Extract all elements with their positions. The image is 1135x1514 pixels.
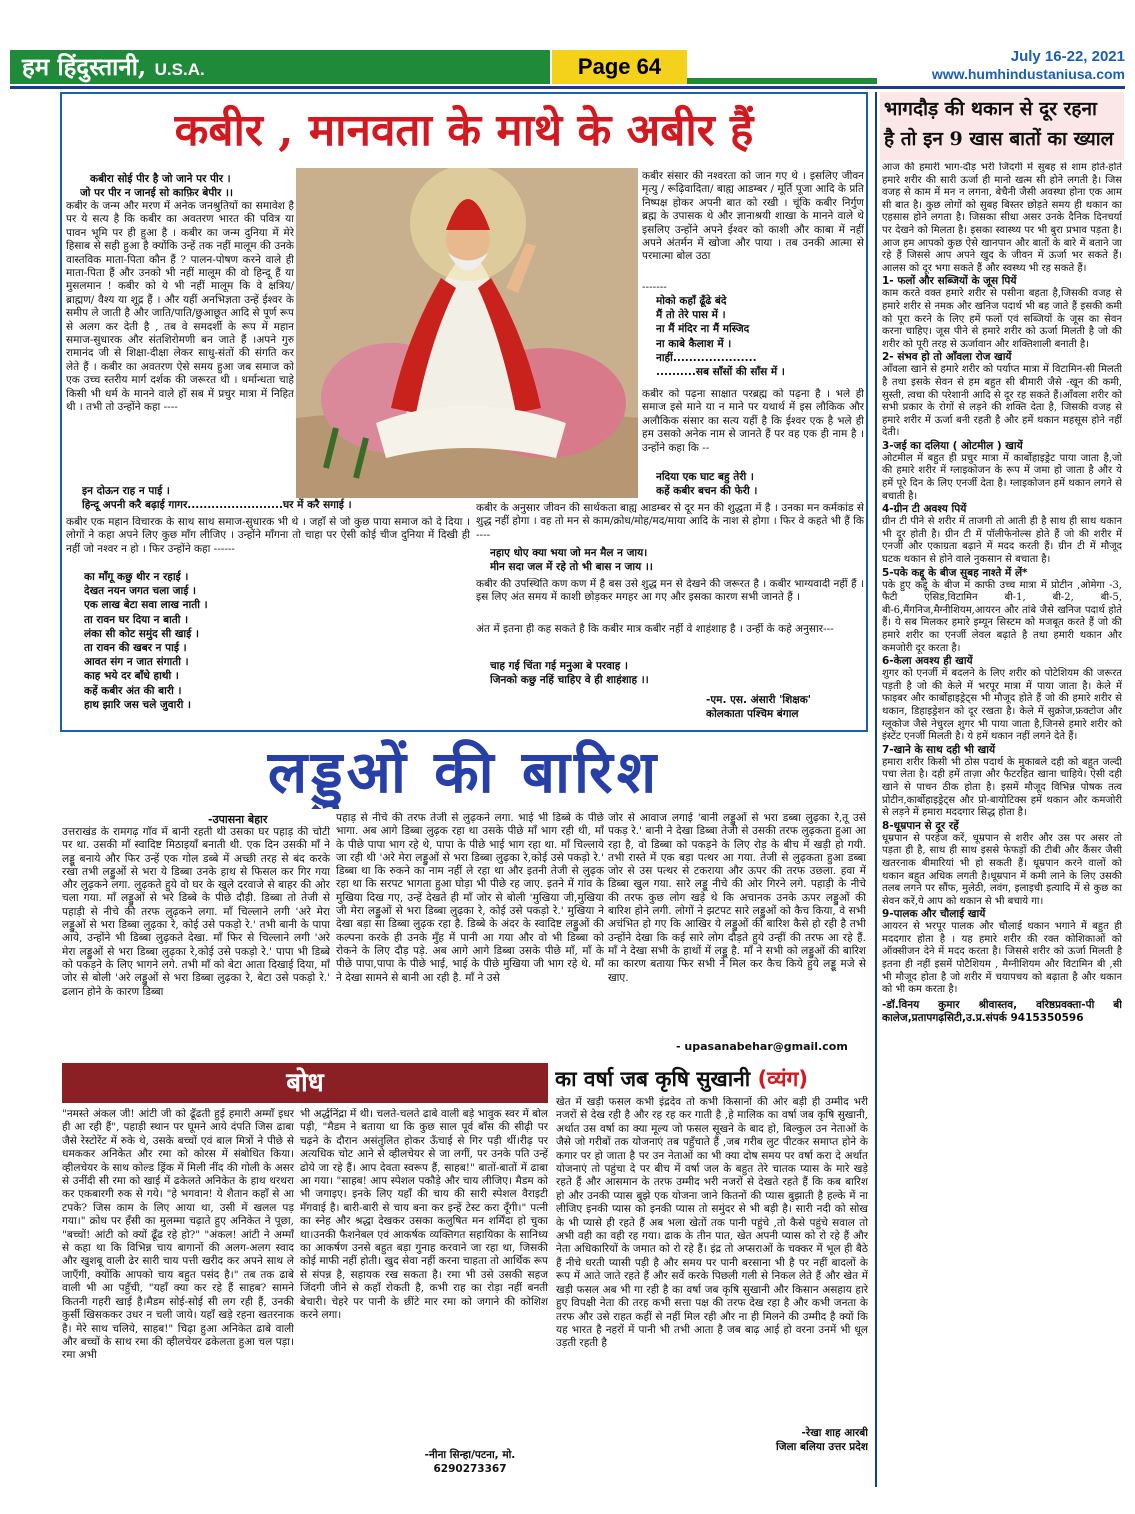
health-signature: -डॉ.विनय कुमार श्रीवास्तव, वरिष्ठप्रवक्ता-पी बी कालेज,प्रतापगढ़सिटी,उ.प्र.संपर्क 9415350596 bbox=[882, 998, 1122, 1024]
verse-line: जिनको कछु नहिं चाहिए वे ही शाहंशाह ।। bbox=[490, 674, 649, 687]
website-link[interactable]: www.humhindustaniusa.com bbox=[931, 66, 1125, 82]
verse-line: चाह गई चिंता गई मनुआ बे परवाह । bbox=[490, 660, 628, 672]
bodh-column-2: भी अर्द्धनिंद्रा में थी। चलते-चलते ढाबे वाली बड़े भावुक स्वर में बोल पड़ी, "मैडम ने बताया था कि कुछ साल पूर्व बाँस की सीढ़ी पर चढ़ने के दौरान असंतुलित होकर ऊँचाई से गिर पड़ी थीं।रीढ़ पर अत्यधिक चोट आने से व्हीलचेयर से जा लगीं, पर उनके पति उन्हें ढोये जा रहे हैं। आप देवता स्वरूप हैं, साहब!" बातों-बातों में ढाबा आ गया। "साहब! आप स्पेशल पकौड़े और चाय लीजिए। मैडम को भी जगाइए। इनके लिए यहाँ की चाय की सारी स्पेशल वैराइटी मँगवाई है। बारी-बारी से चाय बना कर इन्हें टेस्ट करा दूँगी।" पत्नी का स्नेह और श्रद्धा देखकर उसका कलुषित मन शर्मिंदा हो चुका था।उनकी फैशनेबल एवं आकर्षक व्यक्तिगत सहायिका के सानिध्य का आकर्षण उनसे बहुत बड़ा गुनाह करवाने जा रहा था, जिसकी कोई माफी नहीं होती। खुद सेवा नहीं करना चाहता तो आर्थिक रूप से संपन्न है, सहायक रख सकता है। रमा भी उसे उसकी सहज जिंदगी जीने से कहाँ रोकती है, कभी राह का रोड़ा नहीं बनती बेचारी। चेहरे पर पानी के छींटे मार रमा को जगाने की कोशिश करने लगा। bbox=[300, 1108, 548, 1322]
verse-line: इन दोऊन राह न पाई । bbox=[82, 485, 170, 497]
kabir-bottom-text-2: कबीर की उपस्थिति कण कण में है बस उसे शुद्ध मन से देखने की जरूरत है । कबीर भाग्यवादी नहीं हैं । इस लिए अंत समय में काशी छोड़कर मगहर आ गए और इसका कारण सभी जानते हैं । bbox=[476, 578, 864, 604]
varsha-tag: (व्यंग) bbox=[757, 1067, 808, 1091]
health-item-heading: 4-ग्रीन टी अवश्य पियें bbox=[882, 503, 967, 516]
varsha-signature bbox=[700, 1426, 868, 1454]
bodh-column-1: "नमस्ते अंकल जी! आंटी जी को ढूँढती हुई हमारी अम्माँ इधर ही आ रही हैं", पहाड़ी स्थान पर घूमने आये दंपति जिस ढाबा जैसे रेस्टोरेंट में रुके थे, उसके बच्चों एवं बाल मित्रों ने पीछे से धमककर अनिकेत और रमा को कोरस में संबोधित किया।व्हीलचेयर के साथ कोल्ड ड्रिंक में मिली नींद की गोली के असर से उनींदी सी रमा को खाई में ढकेलते अनिकेत के हाथ थरथरा कर एकबारगी रुक से गये। "हे भगवान! ये शैतान कहाँ से आ टपके? जिस काम के लिए आया था, उसी में खलल पड़ गया।" क्रोध पर हँसी का मुलम्मा चढ़ाते हुए अनिकेत ने पूछा, "बच्चों! आंटी को क्यों ढूँढ रहे हो?" "अंकल! आंटी ने अम्माँ से कहा था कि विभिन्न चाय बागानों की अलग-अलग स्वाद और खुशबू वाली ढेर सारी चाय पत्ती खरीद कर अपने साथ ले जाएँगी, क्योंकि आपको चाय बहुत पसंद है।" तब तक ढाबे वाली भी आ पहुँची, "यहाँ क्या कर रहे हैं साहब? सामने कितनी गहरी खाई है।मैडम सोई-सोई सी लग रही हैं, उनकी कुर्सी खिसककर उधर न चली जाये। यहाँ खड़े रहना खतरनाक है। मेरे साथ चलिये, साहब!" चिढ़ा हुआ अनिकेत ढाबे वाली और बच्चों के साथ रमा की व्हीलचेयर ढकेलता हुआ चल पड़ा। रमा अभी bbox=[62, 1108, 294, 1362]
health-title-line-2: है तो इन 9 खास बातों का ख्याल bbox=[884, 128, 1114, 150]
author-place: कोलकाता पश्चिम बंगाल bbox=[706, 708, 799, 720]
author-place: जिला बलिया उत्तर प्रदेश bbox=[776, 1441, 868, 1453]
kabir-bottom-text-1: कबीर के अनुसार जीवन की सार्थकता बाह्य आडम्बर से दूर मन की शुद्धता में है । उनका मन कर्मकांड से शुद्ध नहीं होगा । वह तो मन से काम/क्रोध/मोह/मद/माया आदि के नाश से होगा । फिर वे कहते भी हैं कि ---- bbox=[476, 502, 864, 541]
kabir-title: कबीर , मानवता के माथे के अबीर हैं bbox=[174, 105, 754, 156]
health-item-heading: 8-धूम्रपान से दूर रहें bbox=[882, 819, 959, 832]
health-item-heading: 7-खाने के साथ दही भी खायें bbox=[882, 743, 996, 756]
health-column bbox=[882, 162, 1122, 1498]
laddu-title: लड्डुओं की बारिश bbox=[267, 738, 661, 806]
health-item-text: शुगर को एनर्जी में बदलने के लिए शरीर को पोटेशियम की जरूरत पड़ती है जो की केले में भरपूर मात्रा में पाया जाता है। केले में फाइबर और कार्बोहाइड्रेट्स भी मौजूद होते हैं जो की हमारे शरीर से थकान, डिहाइड्रेशन को दूर रखता है। केले में सुक्रोज,फ्रक्टोज और ग्लूकोज जैसे नेचुरल शुगर भी पाया जाता है,जिनसे हमारे शरीर को इंस्टेंट एनर्जी मिलती है। ये हमें थकान नहीं लगने देते हैं। bbox=[882, 668, 1122, 743]
health-item-heading: 2- संभव हो तो आँवला रोज खायें bbox=[882, 351, 1012, 364]
verse-line: एक लाख बेटा सवा लाख नाती । bbox=[84, 599, 208, 612]
verse-line: हाथ झारि जस चले जुवारी । bbox=[84, 698, 191, 711]
kabir-verse-7 bbox=[490, 659, 850, 687]
kabir-illustration bbox=[296, 168, 638, 498]
verse-line: ता रावन की खबर न पाई । bbox=[84, 642, 187, 655]
kabir-right-text-2: कबीर को पढ़ना साक्षात परब्रह्म को पढ़ना है । भले ही समाज इसे माने या न माने पर यथार्थ में इस लौकिक और अलौकिक संसार का सत्य यहीं है कि ईश्वर एक है भले ही हम उसको अनेक नाम से जानते हैं पर वह एक ही नाम है । उन्होंने कहा कि -- bbox=[642, 388, 864, 454]
author-name: -एम. एस. अंसारी 'शिक्षक' bbox=[706, 694, 812, 706]
verse-line: आवत संग न जात संगाती । bbox=[84, 656, 189, 669]
page-number: Page 64 bbox=[552, 50, 687, 84]
verse-line: कबीरा सोई पीर है जो जाने पर पीर । bbox=[90, 173, 231, 185]
author-name: -नीना सिन्हा/पटना, मो. bbox=[424, 1449, 516, 1461]
verse-line: जो पर पीर न जानई सो काफ़िर बेपीर ।। bbox=[80, 187, 233, 200]
health-item-text: काम करते वक्त हमारे शरीर से पसीना बहता है,जिसकी वजह से हमारे शरीर से नमक और खनिज पदार्थ भी बह जाते हैं इसकी कमी को पूरा करने के लिए हमें फलों एवं सब्जियों के जूस का सेवन करना चाहिए। जूस पीने से हमारे शरीर को ऊर्जा मिलती है जो की शरीर को पूरी तरह से ऊर्जावान और शक्तिशाली बनाती है। bbox=[882, 288, 1122, 350]
verse-line: ना मैं मंदिर ना मैं मस्जिद bbox=[656, 323, 750, 336]
kabir-signature bbox=[706, 693, 864, 721]
health-item-text: ग्रीन टी पीने से शरीर में ताजगी तो आती ही है साथ ही साथ थकान भी दूर होती है। ग्रीन टी में पॉलीफेनोल्स होते हैं जो की शरीर में एनर्जी और एकाग्रता बढ़ाने में मदद करती हैं। ग्रीन टी में मौजूद घटक थकान से होने वाले नुकसान से बचाता है। bbox=[882, 516, 1122, 566]
verse-line: कहें कबीर बचन की फेरी । bbox=[656, 485, 758, 498]
verse-line: देखत नयन जगत चला जाई । bbox=[84, 585, 197, 598]
verse-line: मोको कहाँ ढूँढे बंदे bbox=[656, 295, 727, 307]
verse-line: लंका सी कोट समुंद सी खाई । bbox=[84, 627, 199, 640]
health-item-heading: 5-पके कद्दू के बीज सुबह नाश्ते में लें* bbox=[882, 566, 1028, 579]
laddu-author: -उपासना बेहार bbox=[208, 813, 268, 826]
kabir-mid-text: कबीर एक महान विचारक के साथ साथ समाज-सुधारक भी थे । जहाँ से जो कुछ पाया समाज को दे दिया । लोगों ने कहा अपने लिए कुछ माँग लीजिए । उन्होंने माँगना तो चाहा पर ऐसी कोई चीज दुनिया में दिखी ही नहीं जो नश्वर न हो । फिर उन्होंने कहा ------ bbox=[66, 516, 470, 555]
health-item-heading: 1- फलों और सब्जियों के जूस पियें bbox=[882, 275, 1017, 288]
health-item-heading: 3-जई का दलिया ( ओटमील ) खायें bbox=[882, 439, 1023, 452]
health-item-text: पके हुए कद्दू के बीज में काफी उच्च मात्रा में प्रोटीन ,ओमेगा -3, फैटी एसिड,विटामिन बी-1, बी-2, बी-5, बी-6,मैंगनिज,मैग्नीशियम,आयरन और तांबे जैसे खनिज पदार्थ होते हैं। ये सब मिलकर हमारे इम्यून सिस्टम को मजबूत करते हैं जो की हमारे शरीर का एनर्जी लेवल बढ़ाते है तथा हमारी थकान और कमजोरी दूर करता है। bbox=[882, 579, 1122, 654]
verse-line: मीन सदा जल में रहे तो भी बास न जाय ।। bbox=[490, 561, 653, 574]
verse-line: हिन्दू अपनी करै बढ़ाई गागर........................घर में करै सगाई । bbox=[82, 499, 352, 512]
health-item-text: आँवला खाने से हमारे शरीर को पर्याप्त मात्रा में विटामिन-सी मिलती है तथा इसके सेवन से हम बहुत सी बीमारी जैसे -खून की कमी, सुस्ती, त्वचा की परेशानी आदि से दूर रह सकते हैं।आँवला शरीर को सभी प्रकार के रोगों से लड़ने की शक्ति देता है, जिसकी वजह से हमारे शरीर में ऊर्जा बनी रहती है और हमें थकान महसूस होने नहीं देती। bbox=[882, 364, 1122, 439]
verse-line: मैं तो तेरे पास में । bbox=[656, 309, 726, 322]
health-item-heading: 9-पालक और चौलाई खायें bbox=[882, 908, 986, 921]
verse-line: नहाए धोए क्या भया जो मन मैल न जाय। bbox=[490, 547, 648, 559]
masthead-title: हम हिंदुस्तानी, bbox=[22, 52, 147, 81]
laddu-column-3: जोर से आवाज लगाई 'बानी लड्डुओं से भरा डब्बा लुढ़का रे,तू उसे पकड़ रे.' बानी ने देखा डिब्बा तेजी से उसकी तरफ लुढ़कता हुआ आ रहा है, वो डिब्बा को पकड़ने के लिए रोड़ के बीच में खड़ी हो गयी. तभी रास्ते में एक बड़ा पत्थर आ गया. तेजी से लुढ़कता हुआ डब्बा जोर से उस पत्थर से टकराया और ऊपर की तरफ उछला. हवा में डिब्बा खुल गया. सारे लड्डू नीचे की ओर गिरने लगे. पहाड़ी के नीचे की तरफ कुछ लोग खड़े थे कि अचानक उनके ऊपर लड्डुओं की बारिश होने लगी. लोगों ने झटपट सारे लड्डुओं को कैच किया, वे सभी अचंभित हो गए कि आखिर ये लड्डुओं की बारिश कैसे हो रही है तभी उन्होंने देखा कि कई सारे लोग दौड़ते हुये उन्हीं की तरफ आ रहे हैं. माँ ने देखा सभी के हाथों में लड्डू है. माँ ने सभी को लड्डुओं की बारिश का कारण बताया फिर सभी ने मिल कर कैच किये हुये लड्डू मजे से खाए. bbox=[608, 812, 866, 984]
verse-line: ना काबे कैलाश में । bbox=[656, 337, 732, 350]
kabir-verse-6 bbox=[490, 546, 850, 574]
laddu-column-2: पहाड़ से नीचे की तरफ तेजी से लुढ़कने लगा. भाई भी डिब्बे के पीछे भागा. अब आगे डिब्बा लुढ़क रहा था उसके पीछे माँ भाग रही थी, माँ के पीछे पापा भाग रहे थे, पापा के पीछे भाई भाग रहा था. माँ चिल्लाये जा रही थी 'अरे मेरा लड्डुओं से भरा डिब्बा लुढ़का रे,कोई उसे पकड़ो रे.' डिब्बा था कि रुकने का नाम नहीं ले रहा था और इतनी तेजी से लुढ़क रहा था कि सरपट भागता हुआ घोड़ा भी पीछे रह जाए. इतने में गांव के मुखिया दिख गए, उन्हें देखते ही माँ जोर से बोली 'मुखिया जी,मुखिया जी मेरा लड्डुओं से भरा डिब्बा लुढ़का रे, कोई उसे पकड़ो रे.' मुखिया ने देखा बड़ा सा डिब्बा लुढ़क रहा है. डिब्बे के अंदर के स्वादिष्ट लड्डुओं की कल्पना करके ही उनके मुँह में पानी आ गया और वो भी डिब्बा को रोकने के लिए दौड़ पड़े. अब आगे आगे डिब्बा उसके पीछे माँ, माँ के पीछे पापा,पापा के पीछे भाई, भाई के पीछे मुखिया जी भाग रहे थे. माँ ने देखा सामने से बानी आ रही है. माँ ने उसे bbox=[336, 812, 604, 984]
verse-line: का माँगू कछु थीर न रहाई । bbox=[84, 571, 189, 583]
kabir-verse-5 bbox=[656, 470, 861, 498]
verse-line: ता रावन घर दिया न बाती । bbox=[84, 613, 189, 626]
kabir-left-text: कबीर के जन्म और मरण में अनेक जनश्रुतियों का समावेश है पर ये सत्य है कि कबीर का अवतरण भारत की पवित्र या पावन भूमि पर ही हुआ है । कबीर का जन्म दुनिया में मेरे हिसाब से सही हुआ है क्योंकि उन्हें तक नहीं मालूम की उनके वास्तविक माता-पिता कौन हैं ? पालन-पोषण करने वाले ही माता-पिता हैं और उनको भी नहीं मालूम की वो हिन्दू हैं या मुसलमान ! कबीर को ये भी नहीं मालूम कि वे क्षत्रिय/ ब्राह्मण/ वैश्य या शूद्र हैं । और यहीं अनभिज्ञता उन्हें ईश्वर के समीप ले जाती है और जाति/पाति/छुआछूत आदि से पूर्ण रूप से अलग कर देती है , तब वे समदर्शी के रूप में महान समाज-सुधारक और संतशिरोमणी बन जाते हैं ।अपने गुरु रामानंद जी से शिक्षा-दीक्षा लेकर साधु-संतों की संगति कर लेते हैं । कबीर का अवतरण ऐसे समय हुआ जब समाज को एक उच्च स्तरीय मार्ग दर्शक की जरूरत थी । धर्मान्धता चाहे किसी भी धर्म के मानने वाले हों सब में प्रचुर मात्रा में निहित थी । तभी तो उन्होंने कहा ---- bbox=[66, 200, 294, 414]
kabir-right-text-1: कबीर संसार की नश्वरता को जान गए थे । इसलिए जीवन मृत्यु / रूढ़िवादिता/ बाह्य आडम्बर / मूर्ति पूजा आदि के प्रति निष्पक्ष होकर अपनी बात को रखी । चूंकि कबीर निर्गुण ब्रह्म के उपासक थे और ज्ञानाश्रयी शाखा के मानने वाले थे इसलिए उन्होंने अपने ईश्वर को काशी और काबा में नहीं अपने अंतर्मन में खोजा और पाया । तब उनकी आत्मा से परमात्मा बोल उठा bbox=[642, 170, 864, 263]
verse-line: ..........सब साँसों की साँस में । bbox=[656, 366, 785, 379]
verse-line: काह भये दर बाँधे हाथी । bbox=[84, 670, 179, 683]
masthead-usa: U.S.A. bbox=[154, 60, 205, 79]
health-item-text: हमारा शरीर किसी भी ठोस पदार्थ के मुकाबले दही को बहुत जल्दी पचा लेता है। दही हमें ताज़ा और फैटरहित खाना चाहिये। ऐसी दही खाने से पाचन ठीक होता है। इसमें मौजूद विभिन्न पोषक तत्व प्रोटीन,कार्बोहाइड्रेट्स और प्रो-बायोटिक्स हमें थकान और कमजोरी से लड़ने में हमारा मददगार सिद्ध होता है। bbox=[882, 756, 1122, 819]
health-item-text: ओटमील में बहुत ही प्रचुर मात्रा में कार्बोहाइड्रेट पाया जाता है,जो की हमारे शरीर में ग्लाइकोजन के रूप में जमा हो जाता है और ये हमें पूरे दिन के लिए एनर्जी देता है। ग्लाइकोजन हमें थकान लगने से बचाती है। bbox=[882, 452, 1122, 502]
kabir-verse-3 bbox=[84, 570, 284, 712]
kabir-bottom-text-3: अंत में इतना ही कह सकते है कि कबीर मात्र कबीर नहीं वे शाहंशाह है । उन्हीं के कहे अनुसार--- bbox=[476, 623, 834, 635]
kabir-dash: ------- bbox=[642, 281, 667, 293]
verse-line: नाहीं..................... bbox=[656, 351, 757, 364]
author-name: -रेखा शाह आरबी bbox=[801, 1427, 868, 1439]
masthead bbox=[10, 50, 550, 84]
kabir-portrait-icon bbox=[296, 168, 638, 498]
varsha-title-text: का वर्षा जब कृषि सुखानी bbox=[555, 1067, 751, 1091]
kabir-verse-1 bbox=[80, 172, 292, 200]
author-phone: 6290273367 bbox=[433, 1463, 507, 1475]
bodh-title: बोध bbox=[62, 1063, 548, 1103]
varsha-text: खेत में खड़ी फसल कभी इंद्रदेव तो कभी किसानों की ओर बड़ी ही उम्मीद भरी नजरों से देख रही है और रह रह कर गाती है ,हे मालिक का वर्षा जब कृषि सुखानी, अर्थात उस वर्षा का क्या मूल्य जो फसल सूखने के बाद हो, बिल्कुल उन नेताओं के जैसे जो गरीबों तक योजनाएं तब पहुँचाते हैं ,जब गरीब लुट पीटकर समाप्त होने के कगार पर हो जाता है पर उन नेताओं का भी क्या दोष समय पर वर्षा करा दे अर्थात योजनाएं तो पहुंचा दे पर बीच में वर्षा जल के बहुत तेरे चातक प्यास के मारे खड़े रहते हैं और आसमान के तरफ उम्मीद भरी नजरों से देखते रहते हैं कि कब बारिश हो और उनकी प्यास बुझे एक योजना जाने कितनों की प्यास बुझाती है हल्के में ना लीजिए इनकी प्यास को इनकी प्यास तो समुंदर से भी बड़ी है। सारी नदी को सोख के भी प्यासे ही रहते हैं अब भला खेतों तक पानी पहुंचे ,तो कैसे पहुंचे सवाल तो अभी वही का वही रह गया। ढाक के तीन पात, खेत अपनी प्यास को रो रहे हैं और नेता अधिकारियों के जमात को रो रहे हैं। इंद्र तो अप्सराओं के चक्कर में भूल ही बैठे हैं नीचे धरती प्यासी पड़ी है और समय पर पानी बरसाना भी है पर नहीं बादलों के रूप में आते जाते रहते हैं और सर्वे करके पिछली गली से निकल लेते हैं और खेत में खड़ी फसल अब भी गा रही है का वर्षा जब कृषि सुखानी और किसान असहाय हारे हुए विपक्षी नेता की तरह कभी सत्ता पक्ष की तरफ देख रहा है और कभी जनता के तरफ और उसे राहत कहीं से नहीं मिल रही और ना ही मिलने की उम्मीद है क्यों कि यह भारत है नहरों में पानी भी तभी आता है जब बाढ़ आई हो वरना उनमें भी धूल उड़ती रहती है bbox=[556, 1096, 868, 1350]
health-item-heading: 6-केला अवश्य ही खायें bbox=[882, 655, 973, 668]
column-divider bbox=[875, 92, 877, 1487]
verse-line: नदिया एक घाट बहु तेरी । bbox=[656, 471, 754, 483]
health-intro: आज की हमारी भाग-दौड़ भरी जिंदगी में सुबह से शाम होते-होते हमारे शरीर की सारी ऊर्जा ही मानो खत्म सी होने लगती है। जिस वजह से काम में मन न लगना, बेचैनी जैसी अवस्था होना एक आम सी बात है। कुछ लोगों को सुबह बिस्तर छोड़ते समय ही थकान का एहसास होने लगता है। जिसका सीधा असर उनके दैनिक दिनचर्या पर देखने को मिलता है। इसका स्वास्थ्य पर भी बुरा प्रभाव पड़ता है। आज हम आपको कुछ ऐसे खानपान और बातों के बारे में बताने जा रहे हैं जिससे आप अपने खुद के जीवन में ऊर्जा भर सकते हैं। आलस को दूर भगा सकते हैं और स्वस्थ्य भी रह सकते हैं। bbox=[882, 162, 1122, 274]
bodh-signature bbox=[392, 1448, 548, 1476]
health-title bbox=[880, 92, 1124, 160]
laddu-email[interactable]: - upasanabehar@gmail.com bbox=[676, 1040, 848, 1053]
header-divider bbox=[10, 86, 1125, 89]
laddu-column-1: उत्तराखंड के रामगढ़ गाँव में बानी रहती थी उसका घर पहाड़ की चोटी पर था. उसकी माँ स्वादिष्ट मिठाइयाँ बनाती थी. एक दिन उसकी माँ ने लड्डू बनाये और फिर उन्हें एक गोल डब्बे में अच्छी तरह से बंद करके रखा तभी लड्डुओं से भरा ये डिब्बा उनके हाथ से फिसल कर गिर गया और लुढ़कने लगा. लुढ़कते हुये वो घर के खुले दरवाजे से बाहर की ओर चला गया. माँ लड्डुओं से भरे डिब्बे के पीछे दौड़ी. डिब्बा तो तेजी से पहाड़ी से नीचे की तरफ लुढ़कने लगा. माँ चिल्लाने लगी 'अरे मेरा लड्डुओं से भरा डिब्बा लुढ़का रे, कोई उसे पकड़ो रे.' तभी बानी के पापा आये, उन्होंने भी डिब्बा लुढ़कते देखा. माँ फिर से चिल्लाने लगी 'अरे मेरा लड्डुओं से भरा डिब्बा लुढ़का रे,कोई उसे पकड़ो रे.' पापा भी डिब्बे को पकड़ने के लिए भागने लगे. तभी माँ को बेटा आता दिखाई दिया, माँ जोर से बोली 'अरे लड्डुओं से भरा डिब्बा लुढ़का रे, बेटा उसे पकड़ो रे.' ढलान होने के कारण डिब्बा bbox=[62, 826, 330, 998]
varsha-title bbox=[555, 1064, 875, 1094]
health-item-text: आयरन से भरपूर पालक और चौलाई थकान भगाने में बहुत ही मददगार होता है । यह हमारे शरीर की रक्त कोशिकाओं को ऑक्सीजन देने में मदद करता है। जिससे शरीर को ऊर्जा मिलती है इतना ही नहीं इसमें पोटैशियम , मैग्नीशियम और विटामिन बी ,सी भी मौजूद होता है जो शरीर में चयापचय को बढ़ाता है और थकान को भी कम करता है। bbox=[882, 921, 1122, 996]
kabir-verse-4 bbox=[656, 294, 861, 379]
issue-date: July 16-22, 2021 bbox=[1010, 48, 1125, 65]
health-item-text: धूम्रपान से परहेज करें, धूम्रपान से शरीर और उस पर असर तो पड़ता ही है, साथ ही साथ इससे फेफड़ों की टीबी और कैंसर जैसी खतरनाक बीमारियां भी हो सकती हैं। धूम्रपान करने वालों को थकान बहुत अधिक लगती है।धूम्रपान में कमी लाने के लिए उसकी तलब लगने पर सौंफ, मुलेठी, लवंग, इलाइची इत्यादि में से कुछ का सेवन करें,ये आप को थकान से भी बचाये गा। bbox=[882, 832, 1122, 907]
verse-line: कहें कबीर अंत की बारी । bbox=[84, 684, 182, 697]
header-rule bbox=[687, 78, 877, 84]
health-title-line-1: भागदौड़ की थकान से दूर रहना bbox=[884, 98, 1097, 120]
